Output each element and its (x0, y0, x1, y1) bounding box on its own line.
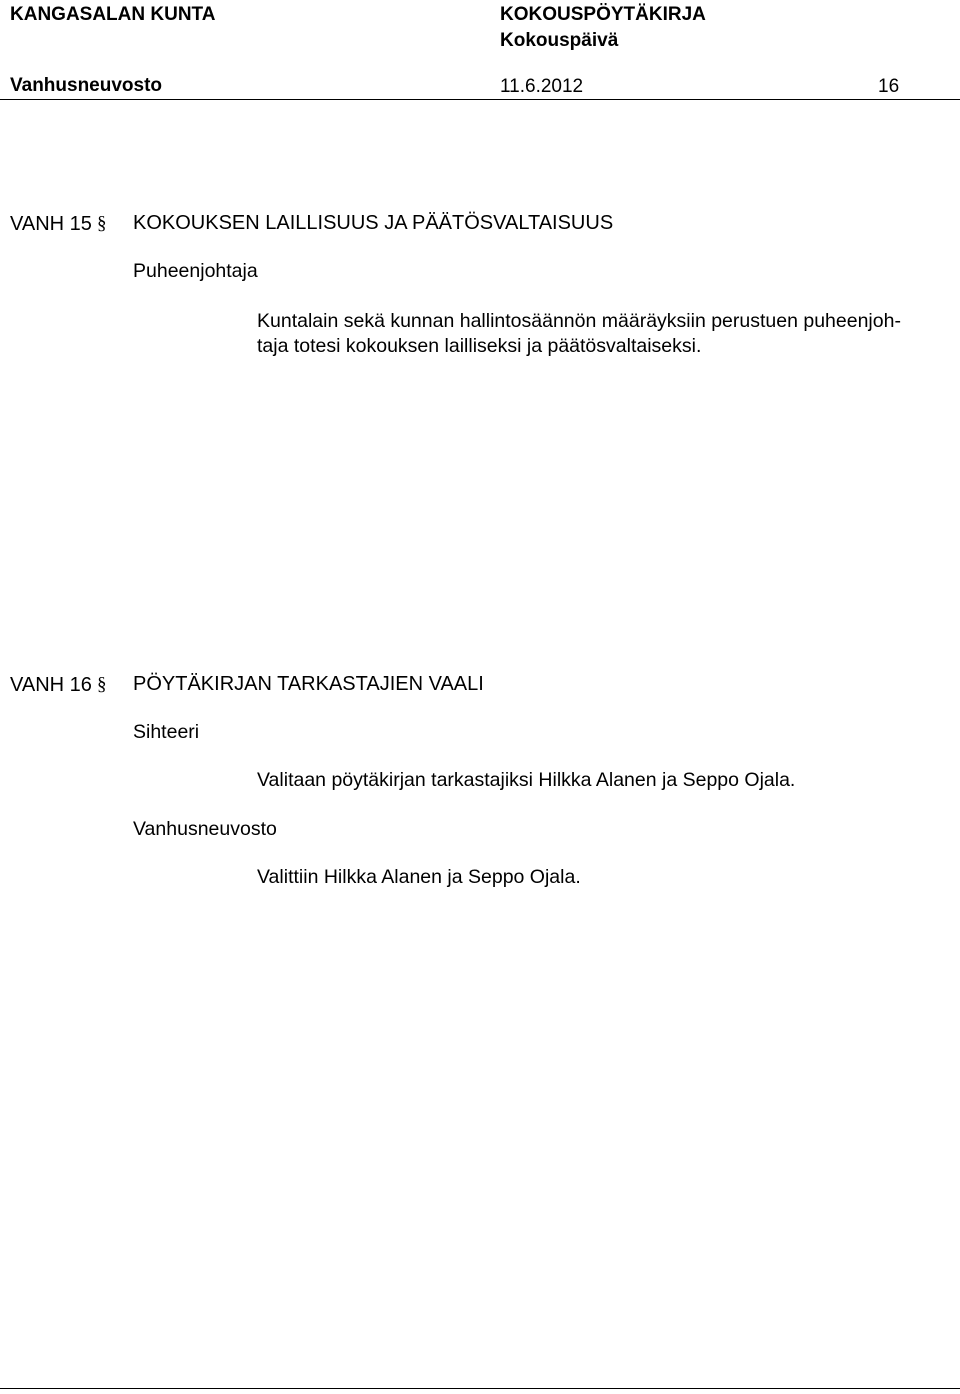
header-rule (0, 99, 960, 100)
svg-text:§: § (97, 213, 107, 234)
section-title: KOKOUKSEN LAILLISUUS JA PÄÄTÖSVALTAISUUS (133, 212, 614, 234)
document-type: KOKOUSPÖYTÄKIRJA (500, 4, 706, 25)
section-code: VANH 15 (10, 213, 92, 235)
section-sign-icon (97, 212, 106, 234)
svg-text:§: § (97, 674, 107, 695)
text-line: Kuntalain sekä kunnan hallintosäännön määräyksiin perustuen puheenjoh- (257, 310, 901, 332)
meeting-date: 11.6.2012 (500, 76, 584, 97)
section-text (257, 309, 957, 359)
footer-rule (0, 1388, 960, 1389)
section-title: PÖYTÄKIRJAN TARKASTAJIEN VAALI (133, 673, 484, 695)
section-heading-15 (10, 212, 106, 236)
text-line: taja totesi kokouksen lailliseksi ja päätösvaltaiseksi. (257, 335, 702, 357)
section-heading-16 (10, 673, 106, 697)
decision-text: Valittiin Hilkka Alanen ja Seppo Ojala. (257, 866, 581, 888)
meeting-date-label: Kokouspäivä (500, 30, 619, 51)
municipality-name: KANGASALAN KUNTA (10, 4, 216, 25)
speaker-role: Sihteeri (133, 721, 200, 743)
speaker-role: Puheenjohtaja (133, 260, 258, 282)
section-code: VANH 16 (10, 674, 92, 696)
proposal-text: Valitaan pöytäkirjan tarkastajiksi Hilkka Alanen ja Seppo Ojala. (257, 769, 796, 791)
speaker-role: Vanhusneuvosto (133, 818, 277, 840)
page-number: 16 (878, 76, 900, 97)
section-sign-icon (97, 673, 106, 695)
body-name: Vanhusneuvosto (10, 75, 163, 96)
